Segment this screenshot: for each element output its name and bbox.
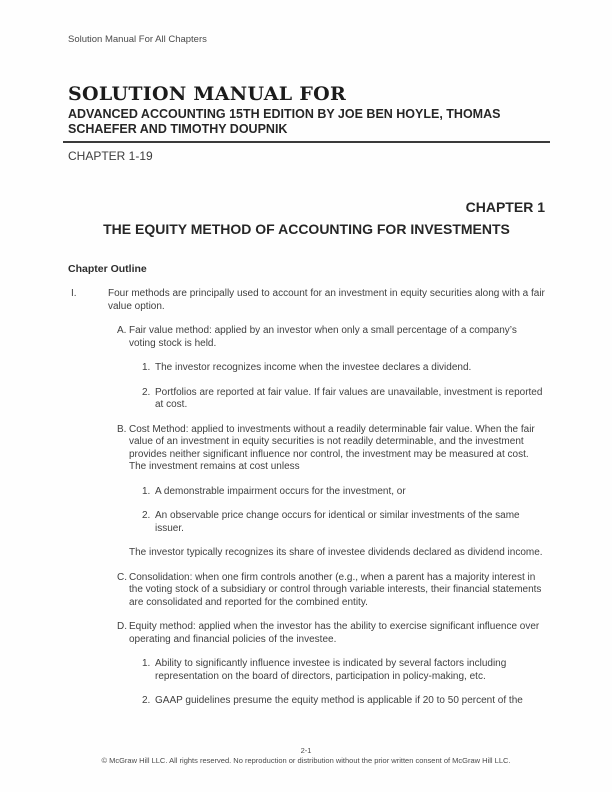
outline-text: Fair value method: applied by an investor when only a small percentage of a company’s voting stock is held. [129,325,517,349]
page-footer [0,746,612,765]
outline-item-D [68,621,545,646]
outline-marker: 2. [142,386,151,398]
outline-marker: 1. [142,658,151,669]
outline-text: The investor typically recognizes its share of investee dividends declared as dividend income. [129,547,543,558]
chapter-title: THE EQUITY METHOD OF ACCOUNTING FOR INVESTMENTS [103,221,510,237]
outline-item-B1 [68,486,545,499]
banner-title: SOLUTION MANUAL FOR [68,83,347,105]
outline-item-D1 [68,658,545,683]
outline-text: An observable price change occurs for identical or similar investments of the same issuer. [155,510,520,534]
outline-paragraph-B [68,547,545,560]
outline-item-B [68,424,545,474]
outline-marker: C. [117,571,127,583]
copyright-notice: © McGraw Hill LLC. All rights reserved. No reproduction or distribution without the prior written consent of McGraw Hill LLC. [101,755,511,765]
outline-text: Equity method: applied when the investor has the ability to exercise significant influence over operating and financial policies of the investee. [129,621,540,645]
chapter-number: CHAPTER 1 [465,199,545,215]
outline-marker: 2. [142,510,151,521]
chapter-range: CHAPTER 1-19 [68,149,153,163]
page-number: 2-1 [300,746,312,755]
running-header: Solution Manual For All Chapters [68,34,207,45]
banner-subtitle: ADVANCED ACCOUNTING 15TH EDITION BY JOE BEN HOYLE, THOMAS SCHAEFER AND TIMOTHY DOUPNIK [63,107,550,143]
outline-text: Ability to significantly influence investee is indicated by several factors including representation on the board of directors, participation in policy-making, etc. [155,658,507,682]
outline-text: Cost Method: applied to investments without a readily determinable fair value. When the fair value of an investment in equity securities is not readily determinable, and the investment provides neither significant influence nor control, the investment may be measured at cost. The investment remains at cost unless [129,423,535,472]
outline-item-A1 [68,362,545,375]
outline-item-I [68,288,545,313]
outline-item-D2 [68,695,545,708]
outline-marker: D. [117,621,127,632]
outline-text: GAAP guidelines presume the equity method is applicable if 20 to 50 percent of the [155,695,523,706]
chapter-outline [68,288,545,708]
outline-marker: B. [117,423,127,435]
outline-text: Four methods are principally used to account for an investment in equity securities along with a fair value option. [108,288,545,312]
outline-text: The investor recognizes income when the investee declares a dividend. [155,362,472,373]
outline-text: Portfolios are reported at fair value. If fair values are unavailable, investment is reported at cost. [155,386,543,410]
outline-marker: I. [71,288,77,299]
outline-marker: A. [117,325,127,336]
outline-heading: Chapter Outline [68,263,147,275]
outline-item-A [68,325,545,350]
outline-marker: 2. [142,695,151,706]
outline-marker: 1. [142,362,151,373]
outline-item-C [68,572,545,610]
outline-text: A demonstrable impairment occurs for the investment, or [155,485,406,497]
outline-text: Consolidation: when one firm controls another (e.g., when a parent has a majority interest in the voting stock of a subsidiary or control through variable interests, their financial statements are consolidated and reported for the combined entity. [129,571,542,608]
outline-item-B2 [68,510,545,535]
outline-marker: 1. [142,485,151,497]
outline-item-A2 [68,387,545,412]
